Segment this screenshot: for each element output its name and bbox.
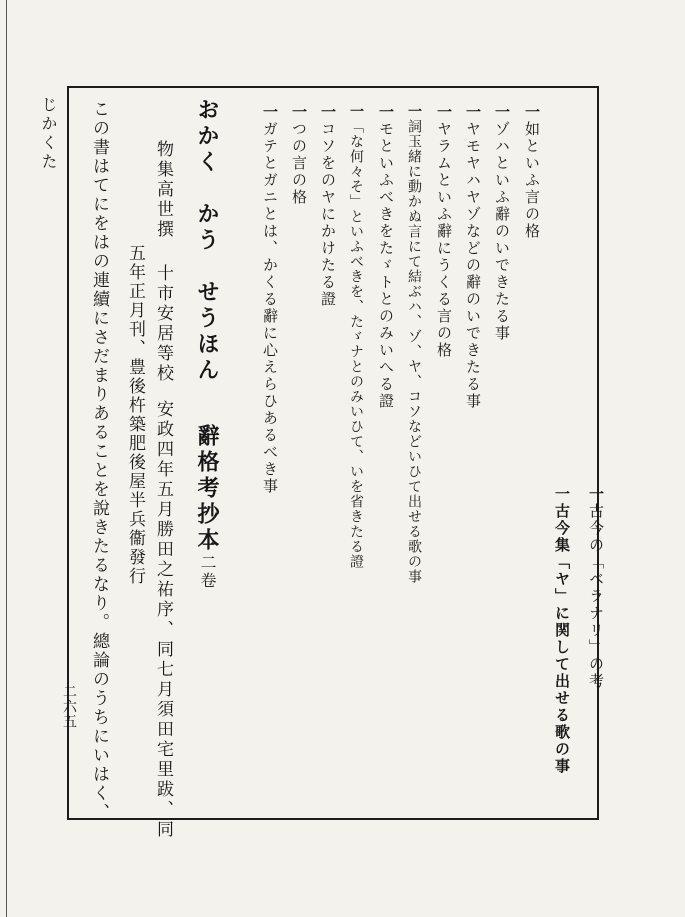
entry-text: 如といふ言の格 [523, 121, 541, 240]
book-author-column [154, 140, 171, 840]
entry-column-8 [378, 104, 393, 410]
book-publication-line: 安政四年五月勝田之祐序、同七月須田宅里跋、同 [153, 400, 173, 840]
book-editors: 十市安居等校 [153, 264, 173, 384]
entry-column-2 [554, 486, 569, 775]
entry-text: 詞玉緒に動かぬ言にて結ぶハ、ゾ、ヤ、コソなどいひて出せる歌の事 [406, 119, 422, 584]
entry-text: コソをのヤにかけたる證 [319, 121, 337, 308]
entry-text: つの言の格 [290, 121, 308, 206]
entry-bullet: 一 [523, 104, 541, 121]
entry-bullet: 一 [261, 104, 279, 121]
entry-text: ヤモヤハヤゾなどの辭のいできたる事 [464, 121, 482, 410]
book-publication-column [126, 244, 143, 586]
entry-text: 「な何々そ」といふべきを、たゞナとのみいひて、いを省きたる證 [348, 119, 364, 569]
book-author: 物集高世撰 [153, 140, 173, 240]
entry-column-10 [320, 104, 335, 308]
entry-bullet: 一 [319, 104, 337, 121]
entry-text: ゾハといふ辭のいできたる事 [493, 121, 511, 342]
entry-column-6 [436, 104, 451, 359]
entry-bullet: 一 [348, 104, 364, 119]
book-title-reading: おかく かう せうほん [194, 98, 220, 384]
entry-column-11 [291, 104, 306, 206]
entry-column-7 [407, 104, 421, 584]
entry-column-1 [588, 486, 603, 690]
entry-bullet: 一 [553, 486, 571, 503]
entry-text: モといふべきをたゞトとのみいへる證 [377, 121, 395, 410]
running-title: じかくた [39, 96, 58, 172]
entry-column-12 [262, 104, 277, 495]
binding-edge-line [6, 0, 7, 917]
entry-column-5 [465, 104, 480, 410]
entry-text: 古今集「ヤ」に関して出せる歌の事 [553, 503, 571, 775]
page-number: 二六五 [61, 684, 77, 729]
entry-bullet: 一 [435, 104, 453, 121]
entry-bullet: 一 [464, 104, 482, 121]
entry-column-3 [524, 104, 539, 240]
entry-text: ガテとガニとは、かくる辭に心えらひあるべき事 [261, 121, 279, 495]
entry-text: ヤラムといふ辭にうくる言の格 [435, 121, 453, 359]
entry-column-9 [349, 104, 363, 569]
entry-bullet: 一 [587, 486, 605, 503]
book-publication-line-2: 五年正月刊、豊後杵築肥後屋半兵衞發行 [125, 244, 145, 586]
book-heading [196, 98, 218, 590]
entry-bullet: 一 [493, 104, 511, 121]
description-column [90, 100, 107, 822]
book-title: 辭格考抄本 [194, 424, 220, 554]
entry-bullet: 一 [406, 104, 422, 119]
entry-column-4 [494, 104, 509, 342]
description-text: この書はてにをはの連續にさだまりあることを說きたるなり。總論のうちにいはく、 [89, 100, 109, 822]
entry-bullet: 一 [290, 104, 308, 121]
entry-text: 古今の「ベラナリ」の考 [587, 503, 605, 690]
book-volume-count: 二卷 [198, 554, 217, 590]
entry-bullet: 一 [377, 104, 395, 121]
